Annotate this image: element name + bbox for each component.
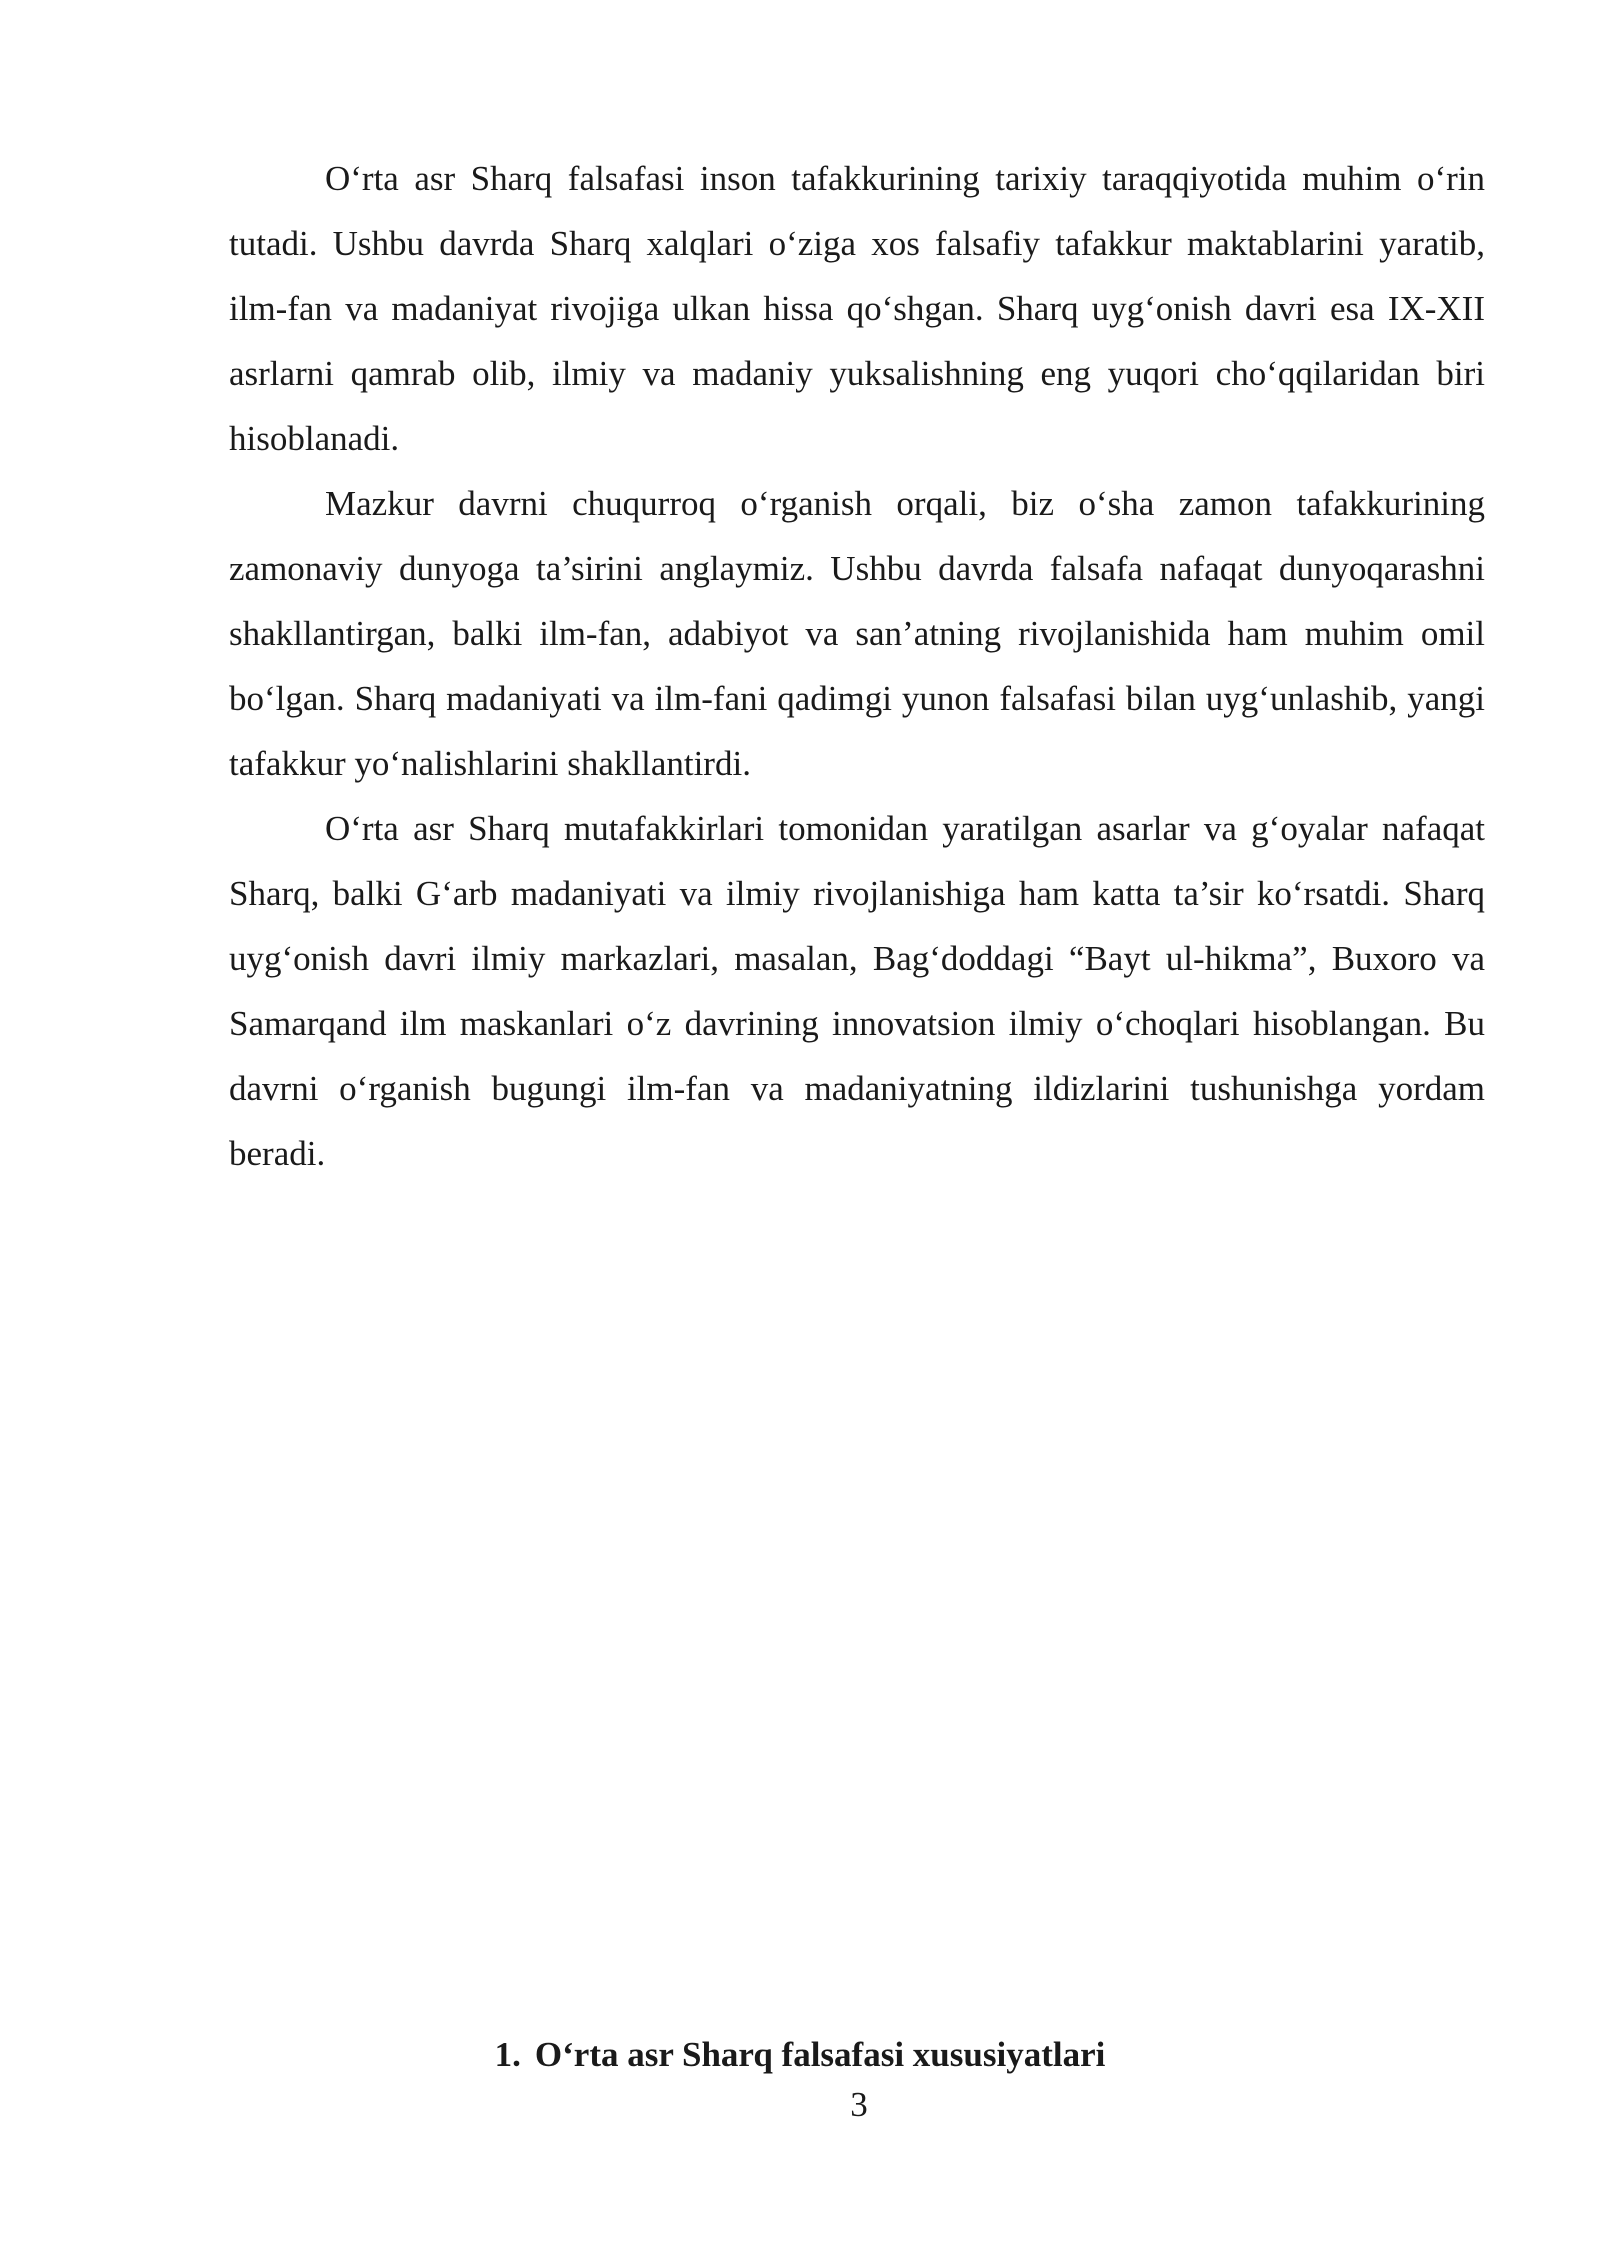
- page-number: 3: [850, 2085, 868, 2124]
- section-heading-number: 1.: [494, 2035, 521, 2074]
- paragraph-2: Mazkur davrni chuqurroq o‘rganish orqali, biz o‘sha zamon tafakkurining zamonaviy dunyoga ta’sirini anglaymiz. Ushbu davrda falsafa nafaqat dunyoqarashni shakllantirgan, balki ilm-fan, adabiyot va san’atning rivojlanishida ham muhim omil bo‘lgan. Sharq madaniyati va ilm-fani qadimgi yunon falsafasi bilan uyg‘unlashib, yangi tafakkur yo‘nalishlarini shakllantirdi.: [229, 484, 1485, 783]
- section-heading: [0, 2030, 1600, 2080]
- section-heading-title: O‘rta asr Sharq falsafasi xususiyatlari: [534, 2035, 1106, 2074]
- paragraph-1: O‘rta asr Sharq falsafasi inson tafakkurining tarixiy taraqqiyotida muhim o‘rin tutadi. Ushbu davrda Sharq xalqlari o‘ziga xos falsafiy tafakkur maktablarini yaratib, ilm-fan va madaniyat rivojiga ulkan hissa qo‘shgan. Sharq uyg‘onish davri esa IX-XII asrlarni qamrab olib, ilmiy va madaniy yuksalishning eng yuqori cho‘qqilaridan biri hisoblanadi.: [229, 159, 1485, 458]
- body-text: [229, 146, 1485, 1186]
- paragraph-3: O‘rta asr Sharq mutafakkirlari tomonidan yaratilgan asarlar va g‘oyalar nafaqat Sharq, balki G‘arb madaniyati va ilmiy rivojlanishiga ham katta ta’sir ko‘rsatdi. Sharq uyg‘onish davri ilmiy markazlari, masalan, Bag‘doddagi “Bayt ul-hikma”, Buxoro va Samarqand ilm maskanlari o‘z davrining innovatsion ilmiy o‘choqlari hisoblangan. Bu davrni o‘rganish bugungi ilm-fan va madaniyatning ildizlarini tushunishga yordam beradi.: [229, 809, 1485, 1173]
